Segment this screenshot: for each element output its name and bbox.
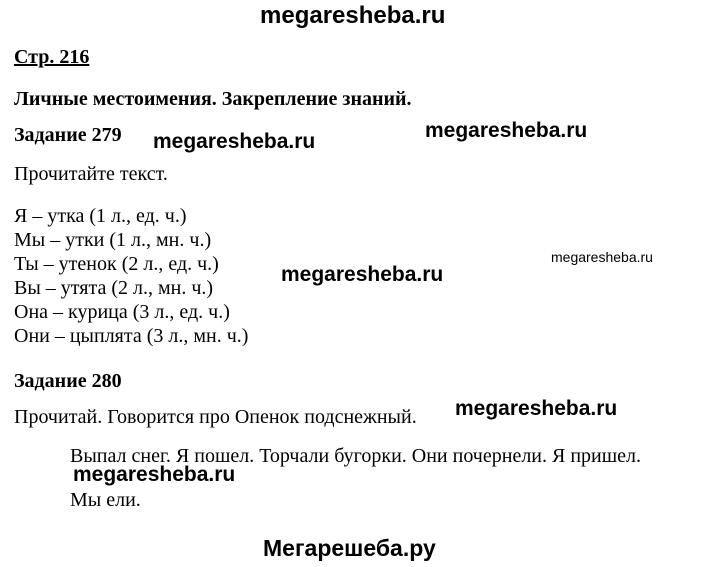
task-279-title: Задание 279 [14,124,122,146]
paragraph-line-2: Мы ели. [70,489,141,511]
text-line: Я – утка (1 л., ед. ч.) [14,205,187,227]
text-line: Мы – утки (1 л., мн. ч.) [14,229,212,251]
watermark-middle[interactable]: megaresheba.ru [281,263,444,286]
watermark-side-small[interactable]: megaresheba.ru [551,249,653,265]
topic-heading: Личные местоимения. Закрепление знаний. [14,88,412,110]
watermark-task279-b[interactable]: megaresheba.ru [425,119,588,142]
page-label: Стр. 216 [14,46,90,68]
watermark-task280-right[interactable]: megaresheba.ru [455,397,618,420]
task-279-text [14,204,248,348]
text-line: Она – курица (3 л., ед. ч.) [14,301,230,323]
task-280-instruction: Прочитай. Говорится про Опенок подснежный. [14,406,417,428]
task-280-title: Задание 280 [14,370,122,392]
text-line: Они – цыплята (3 л., мн. ч.) [14,325,249,347]
watermark-task279-a[interactable]: megaresheba.ru [153,130,316,153]
watermark-paragraph[interactable]: megaresheba.ru [73,463,236,486]
text-line: Вы – утята (2 л., мн. ч.) [14,277,214,299]
watermark-footer[interactable]: Мегарешеба.ру [263,535,436,561]
watermark-top[interactable]: megaresheba.ru [260,2,446,29]
text-line: Ты – утенок (2 л., ед. ч.) [14,253,219,275]
paragraph-line-1: Выпал снег. Я пошел. Торчали бугорки. Они почернели. Я пришел. [70,445,642,467]
task-279-instruction: Прочитайте текст. [14,163,168,185]
